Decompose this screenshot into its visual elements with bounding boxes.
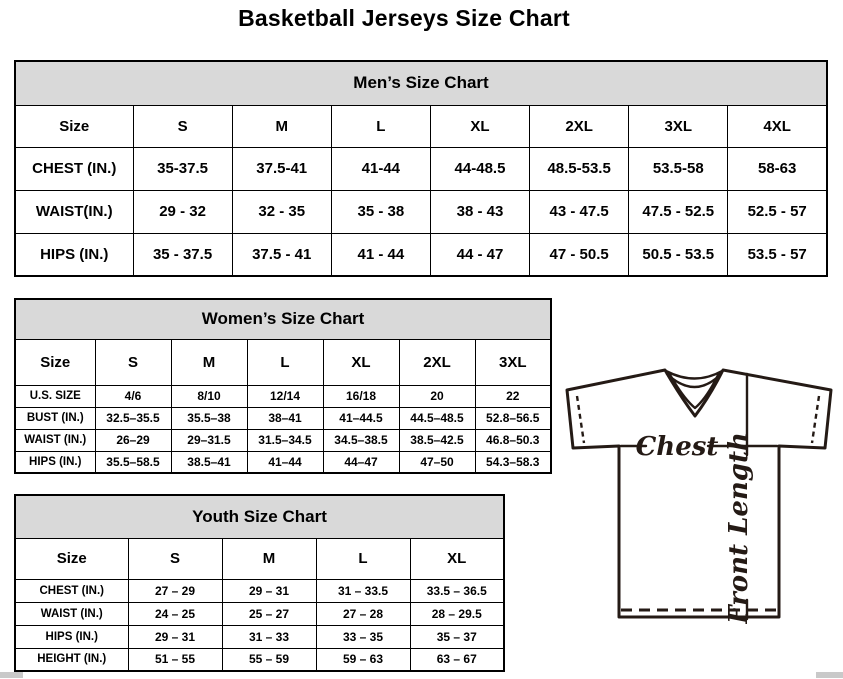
size-cell: 31 – 33 (222, 625, 316, 648)
size-cell: 44.5–48.5 (399, 407, 475, 429)
column-header: 3XL (629, 105, 728, 147)
size-cell: 31.5–34.5 (247, 429, 323, 451)
size-cell: 48.5-53.5 (530, 147, 629, 190)
size-cell: 35.5–38 (171, 407, 247, 429)
size-cell: 41–44.5 (323, 407, 399, 429)
column-header: L (316, 538, 410, 579)
table-row (15, 385, 551, 407)
row-label: WAIST (IN.) (15, 602, 128, 625)
table-row (15, 451, 551, 473)
column-header: Size (15, 538, 128, 579)
column-header: XL (430, 105, 529, 147)
row-label: HIPS (IN.) (15, 451, 95, 473)
jersey-measurement-diagram (557, 358, 839, 624)
size-cell: 26–29 (95, 429, 171, 451)
column-header: M (171, 339, 247, 385)
size-cell: 35-37.5 (133, 147, 232, 190)
youth-table-title: Youth Size Chart (15, 495, 504, 538)
size-cell: 38–41 (247, 407, 323, 429)
column-header: 4XL (728, 105, 827, 147)
size-cell: 31 – 33.5 (316, 579, 410, 602)
size-cell: 53.5-58 (629, 147, 728, 190)
size-cell: 34.5–38.5 (323, 429, 399, 451)
column-header: S (133, 105, 232, 147)
size-cell: 33.5 – 36.5 (410, 579, 504, 602)
jersey-right-sleeve-stitch (812, 396, 819, 443)
size-cell: 4/6 (95, 385, 171, 407)
column-header: M (222, 538, 316, 579)
column-header: Size (15, 339, 95, 385)
mens-table-title: Men’s Size Chart (15, 61, 827, 105)
column-header: L (247, 339, 323, 385)
table-row (15, 579, 504, 602)
size-cell: 47 - 50.5 (530, 233, 629, 276)
table-row (15, 602, 504, 625)
size-cell: 35 - 38 (331, 190, 430, 233)
size-cell: 32 - 35 (232, 190, 331, 233)
jersey-body-outline (567, 370, 831, 617)
size-cell: 47–50 (399, 451, 475, 473)
row-label: WAIST (IN.) (15, 429, 95, 451)
page-title: Basketball Jerseys Size Chart (238, 5, 570, 31)
table-row (15, 429, 551, 451)
row-label: HIPS (IN.) (15, 233, 133, 276)
column-header: Size (15, 105, 133, 147)
row-label: BUST (IN.) (15, 407, 95, 429)
size-cell: 22 (475, 385, 551, 407)
size-cell: 29–31.5 (171, 429, 247, 451)
table-row (15, 190, 827, 233)
column-header: M (232, 105, 331, 147)
size-cell: 37.5-41 (232, 147, 331, 190)
size-cell: 38 - 43 (430, 190, 529, 233)
jersey-left-sleeve-stitch (577, 396, 584, 443)
size-cell: 46.8–50.3 (475, 429, 551, 451)
h-scrollbar-fragment-left[interactable] (0, 672, 23, 678)
column-header: XL (410, 538, 504, 579)
size-cell: 41-44 (331, 147, 430, 190)
row-label: CHEST (IN.) (15, 579, 128, 602)
size-cell: 25 – 27 (222, 602, 316, 625)
size-cell: 47.5 - 52.5 (629, 190, 728, 233)
chest-label: Chest (635, 432, 719, 462)
size-cell: 32.5–35.5 (95, 407, 171, 429)
womens-size-table (14, 298, 552, 474)
column-header: 2XL (530, 105, 629, 147)
size-cell: 8/10 (171, 385, 247, 407)
front-length-label: Front Length (724, 432, 754, 624)
table-row (15, 648, 504, 671)
size-cell: 50.5 - 53.5 (629, 233, 728, 276)
mens-size-table (14, 60, 828, 277)
size-cell: 24 – 25 (128, 602, 222, 625)
size-cell: 52.8–56.5 (475, 407, 551, 429)
table-row (15, 147, 827, 190)
row-label: WAIST(IN.) (15, 190, 133, 233)
size-cell: 38.5–42.5 (399, 429, 475, 451)
size-cell: 59 – 63 (316, 648, 410, 671)
size-cell: 16/18 (323, 385, 399, 407)
size-cell: 29 – 31 (222, 579, 316, 602)
column-header: 2XL (399, 339, 475, 385)
size-cell: 51 – 55 (128, 648, 222, 671)
size-cell: 63 – 67 (410, 648, 504, 671)
size-cell: 20 (399, 385, 475, 407)
size-cell: 12/14 (247, 385, 323, 407)
size-cell: 53.5 - 57 (728, 233, 827, 276)
column-header: L (331, 105, 430, 147)
table-row (15, 407, 551, 429)
column-header: S (95, 339, 171, 385)
jersey-collar-rib-arc-1 (666, 371, 722, 379)
column-header: XL (323, 339, 399, 385)
row-label: HEIGHT (IN.) (15, 648, 128, 671)
size-cell: 54.3–58.3 (475, 451, 551, 473)
size-cell: 28 – 29.5 (410, 602, 504, 625)
size-cell: 37.5 - 41 (232, 233, 331, 276)
row-label: U.S. SIZE (15, 385, 95, 407)
size-cell: 44–47 (323, 451, 399, 473)
size-cell: 41 - 44 (331, 233, 430, 276)
youth-size-table (14, 494, 505, 672)
size-cell: 55 – 59 (222, 648, 316, 671)
h-scrollbar-fragment-right[interactable] (816, 672, 843, 678)
row-label: CHEST (IN.) (15, 147, 133, 190)
size-cell: 58-63 (728, 147, 827, 190)
table-row (15, 625, 504, 648)
size-cell: 29 – 31 (128, 625, 222, 648)
size-cell: 52.5 - 57 (728, 190, 827, 233)
size-cell: 27 – 28 (316, 602, 410, 625)
womens-table-title: Women’s Size Chart (15, 299, 551, 339)
size-cell: 41–44 (247, 451, 323, 473)
size-cell: 35.5–58.5 (95, 451, 171, 473)
column-header: S (128, 538, 222, 579)
size-cell: 44-48.5 (430, 147, 529, 190)
size-cell: 33 – 35 (316, 625, 410, 648)
size-cell: 35 - 37.5 (133, 233, 232, 276)
size-cell: 38.5–41 (171, 451, 247, 473)
size-cell: 43 - 47.5 (530, 190, 629, 233)
column-header: 3XL (475, 339, 551, 385)
size-cell: 29 - 32 (133, 190, 232, 233)
size-cell: 35 – 37 (410, 625, 504, 648)
row-label: HIPS (IN.) (15, 625, 128, 648)
size-cell: 44 - 47 (430, 233, 529, 276)
size-cell: 27 – 29 (128, 579, 222, 602)
table-row (15, 233, 827, 276)
